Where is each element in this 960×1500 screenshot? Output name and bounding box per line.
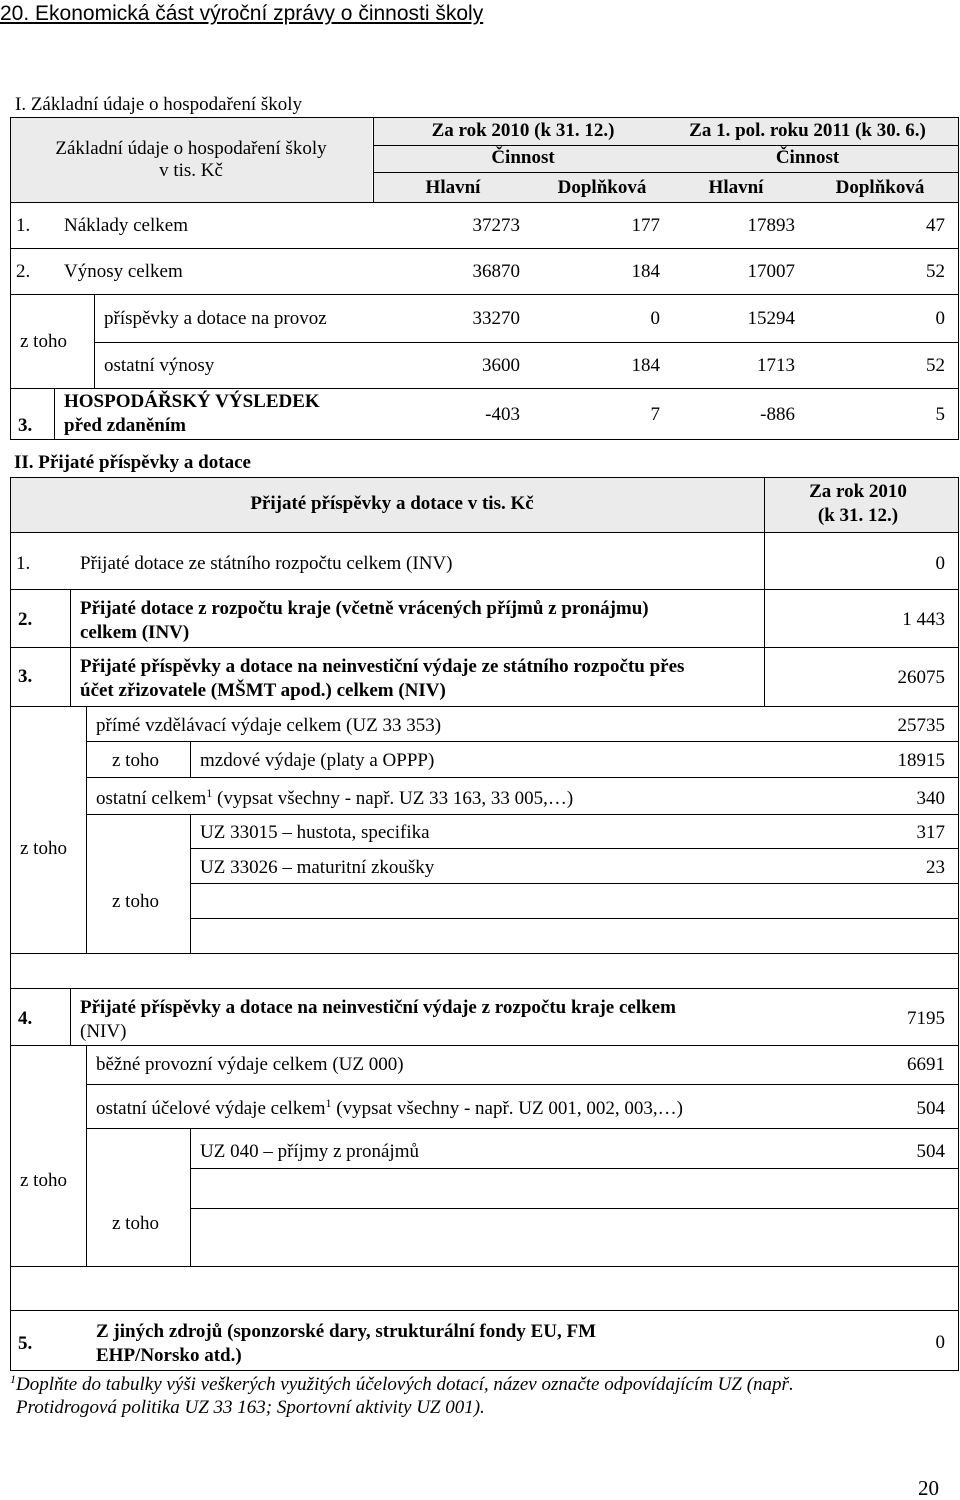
table-border bbox=[10, 1310, 959, 1311]
table-border bbox=[10, 439, 959, 440]
cell-value: 25735 bbox=[897, 715, 945, 736]
table-border bbox=[10, 294, 959, 295]
row-label: EHP/Norsko atd.) bbox=[96, 1345, 242, 1366]
cell-value: 0 bbox=[935, 1332, 945, 1353]
table-border bbox=[10, 1266, 959, 1267]
cell-value: 1 443 bbox=[902, 609, 945, 630]
row-label: příspěvky a dotace na provoz bbox=[104, 308, 327, 329]
cell-value: 52 bbox=[926, 355, 945, 376]
cell-value: 177 bbox=[631, 215, 660, 236]
table-border bbox=[10, 117, 959, 118]
footnote-marker: 1 bbox=[10, 1372, 16, 1386]
footnote-ref: 1 bbox=[325, 1096, 332, 1110]
table-border bbox=[10, 202, 959, 203]
row-label: Přijaté příspěvky a dotace na neinvestiční výdaje z rozpočtu kraje celkem bbox=[80, 997, 676, 1018]
row-label: Náklady celkem bbox=[64, 215, 188, 236]
table-border bbox=[86, 1084, 959, 1085]
table-border bbox=[190, 918, 959, 919]
cell-value: 184 bbox=[631, 261, 660, 282]
row-number: 2. bbox=[18, 609, 33, 630]
table-border bbox=[190, 848, 959, 849]
table-border bbox=[373, 145, 959, 146]
cell-value: 0 bbox=[935, 308, 945, 329]
section-heading: I. Základní údaje o hospodaření školy bbox=[15, 94, 303, 115]
page-title: 20. Ekonomická část výroční zprávy o činnosti školy bbox=[0, 2, 484, 25]
table-border bbox=[190, 1168, 959, 1169]
row-label: účet zřizovatele (MŠMT apod.) celkem (NIV) bbox=[80, 680, 446, 701]
row-label: ostatní výnosy bbox=[104, 355, 215, 376]
row-label: UZ 33026 – maturitní zkoušky bbox=[200, 857, 435, 878]
of-which-label: z toho bbox=[20, 1170, 67, 1191]
cell-value: 52 bbox=[926, 261, 945, 282]
table-border bbox=[10, 248, 959, 249]
of-which-label: z toho bbox=[20, 838, 67, 859]
cell-value: 504 bbox=[916, 1098, 945, 1119]
cell-value: -403 bbox=[485, 404, 520, 425]
row-label: Z jiných zdrojů (sponzorské dary, strukturální fondy EU, FM bbox=[96, 1321, 597, 1342]
row-label: Přijaté dotace z rozpočtu kraje (včetně vrácených příjmů z pronájmu) bbox=[80, 598, 649, 619]
cell-value: 3600 bbox=[482, 355, 520, 376]
row-label: před zdaněním bbox=[64, 415, 186, 436]
header-label: Přijaté příspěvky a dotace v tis. Kč bbox=[250, 493, 534, 514]
row-number: 5. bbox=[18, 1333, 33, 1354]
table-border bbox=[86, 741, 959, 742]
section-heading: II. Přijaté příspěvky a dotace bbox=[14, 452, 251, 473]
table-border bbox=[958, 477, 959, 1371]
table-border bbox=[190, 1208, 959, 1209]
table-border bbox=[190, 883, 959, 884]
cell-value: 317 bbox=[916, 822, 945, 843]
row-label: Přijaté dotace ze státního rozpočtu celkem (INV) bbox=[80, 553, 453, 574]
row-label: přímé vzdělávací výdaje celkem (UZ 33 353) bbox=[96, 715, 442, 736]
row-number: 3. bbox=[18, 666, 33, 687]
cell-value: 17007 bbox=[747, 261, 795, 282]
table-border bbox=[10, 1370, 959, 1371]
row-number: 3. bbox=[18, 415, 33, 436]
table-border bbox=[373, 117, 374, 202]
row-number: 4. bbox=[18, 1008, 33, 1029]
cell-value: 18915 bbox=[897, 750, 945, 771]
period-header: Za rok 2010 (k 31. 12.) bbox=[431, 120, 615, 141]
table-border bbox=[86, 777, 959, 778]
table-border bbox=[10, 117, 11, 440]
cell-value: 26075 bbox=[897, 667, 945, 688]
table-border bbox=[10, 477, 11, 1371]
period-header: Za 1. pol. roku 2011 (k 30. 6.) bbox=[689, 120, 926, 141]
of-which-label: z toho bbox=[112, 750, 159, 771]
row-label: HOSPODÁŘSKÝ VÝSLEDEK bbox=[64, 391, 320, 412]
of-which-label: z toho bbox=[112, 1213, 159, 1234]
table-border bbox=[94, 342, 959, 343]
row-label: mzdové výdaje (platy a OPPP) bbox=[200, 750, 435, 771]
corner-label-unit: v tis. Kč bbox=[159, 160, 223, 181]
cell-value: 23 bbox=[926, 857, 945, 878]
table-border bbox=[10, 477, 959, 478]
table-border bbox=[958, 117, 959, 440]
page-number: 20 bbox=[918, 1476, 939, 1500]
cell-value: 15294 bbox=[747, 308, 795, 329]
table-border bbox=[10, 532, 959, 533]
activity-header: Činnost bbox=[775, 147, 840, 168]
table-border bbox=[70, 988, 71, 1045]
table-border bbox=[86, 1128, 959, 1129]
row-label bbox=[96, 788, 573, 810]
of-which-label: z toho bbox=[112, 891, 159, 912]
activity-header: Činnost bbox=[491, 147, 555, 168]
row-label: Výnosy celkem bbox=[64, 261, 183, 282]
cell-value: 17893 bbox=[747, 215, 795, 236]
row-label: UZ 040 – příjmy z pronájmů bbox=[200, 1141, 419, 1162]
row-number: 1. bbox=[16, 553, 31, 574]
footnote-text: Doplňte do tabulky výši veškerých využitých účelových dotací, název označte odpovídajícím UZ (např. bbox=[16, 1374, 794, 1395]
table-border bbox=[54, 388, 55, 439]
table-border bbox=[10, 589, 959, 590]
cell-value: -886 bbox=[760, 404, 795, 425]
table-border bbox=[94, 294, 95, 388]
row-label: UZ 33015 – hustota, specifika bbox=[200, 822, 430, 843]
cell-value: 5 bbox=[935, 404, 945, 425]
table-border bbox=[86, 706, 87, 953]
row-label-text: (vypsat všechny - např. UZ 33 163, 33 005,…) bbox=[212, 788, 574, 809]
period-header: (k 31. 12.) bbox=[817, 505, 899, 526]
table-border bbox=[10, 647, 959, 648]
table-border bbox=[764, 477, 765, 706]
period-header: Za rok 2010 bbox=[809, 481, 907, 502]
footnote bbox=[10, 1374, 956, 1396]
table-border bbox=[190, 1128, 191, 1266]
cell-value: 33270 bbox=[472, 308, 520, 329]
row-label bbox=[96, 1098, 683, 1120]
row-label: běžné provozní výdaje celkem (UZ 000) bbox=[96, 1054, 404, 1075]
row-label-text: (vypsat všechny - např. UZ 001, 002, 003,…) bbox=[331, 1098, 683, 1119]
column-header: Hlavní bbox=[425, 177, 481, 198]
row-label: (NIV) bbox=[80, 1021, 127, 1042]
table-border bbox=[10, 953, 959, 954]
cell-value: 0 bbox=[650, 308, 660, 329]
table-border bbox=[10, 1045, 959, 1046]
cell-value: 0 bbox=[935, 553, 945, 574]
cell-value: 6691 bbox=[907, 1054, 945, 1075]
footnote-text: Protidrogová politika UZ 33 163; Sportovní aktivity UZ 001). bbox=[16, 1397, 485, 1418]
row-number: 1. bbox=[16, 215, 31, 236]
row-label-text: ostatní celkem bbox=[96, 788, 207, 809]
table-border bbox=[86, 814, 959, 815]
table-border bbox=[10, 988, 959, 989]
table-border bbox=[190, 741, 191, 777]
cell-value: 184 bbox=[631, 355, 660, 376]
cell-value: 7 bbox=[650, 404, 660, 425]
row-label-text: ostatní účelové výdaje celkem bbox=[96, 1098, 326, 1119]
table-border bbox=[190, 814, 191, 953]
of-which-label: z toho bbox=[20, 331, 67, 352]
cell-value: 37273 bbox=[472, 215, 520, 236]
row-number: 2. bbox=[16, 261, 31, 282]
column-header: Doplňková bbox=[835, 177, 925, 198]
table-border bbox=[10, 706, 959, 707]
cell-value: 47 bbox=[926, 215, 945, 236]
table-border bbox=[70, 589, 71, 706]
corner-label: Základní údaje o hospodaření školy bbox=[55, 138, 327, 159]
row-label: celkem (INV) bbox=[80, 622, 190, 643]
footnote-ref: 1 bbox=[206, 786, 213, 800]
row-label: Přijaté příspěvky a dotace na neinvestiční výdaje ze státního rozpočtu přes bbox=[80, 656, 685, 677]
cell-value: 36870 bbox=[472, 261, 520, 282]
cell-value: 504 bbox=[916, 1141, 945, 1162]
table-border bbox=[86, 1045, 87, 1266]
column-header: Doplňková bbox=[557, 177, 647, 198]
column-header: Hlavní bbox=[708, 177, 764, 198]
cell-value: 340 bbox=[916, 788, 945, 809]
cell-value: 7195 bbox=[907, 1008, 945, 1029]
table-border bbox=[373, 172, 959, 173]
cell-value: 1713 bbox=[757, 355, 795, 376]
table-border bbox=[10, 388, 959, 389]
